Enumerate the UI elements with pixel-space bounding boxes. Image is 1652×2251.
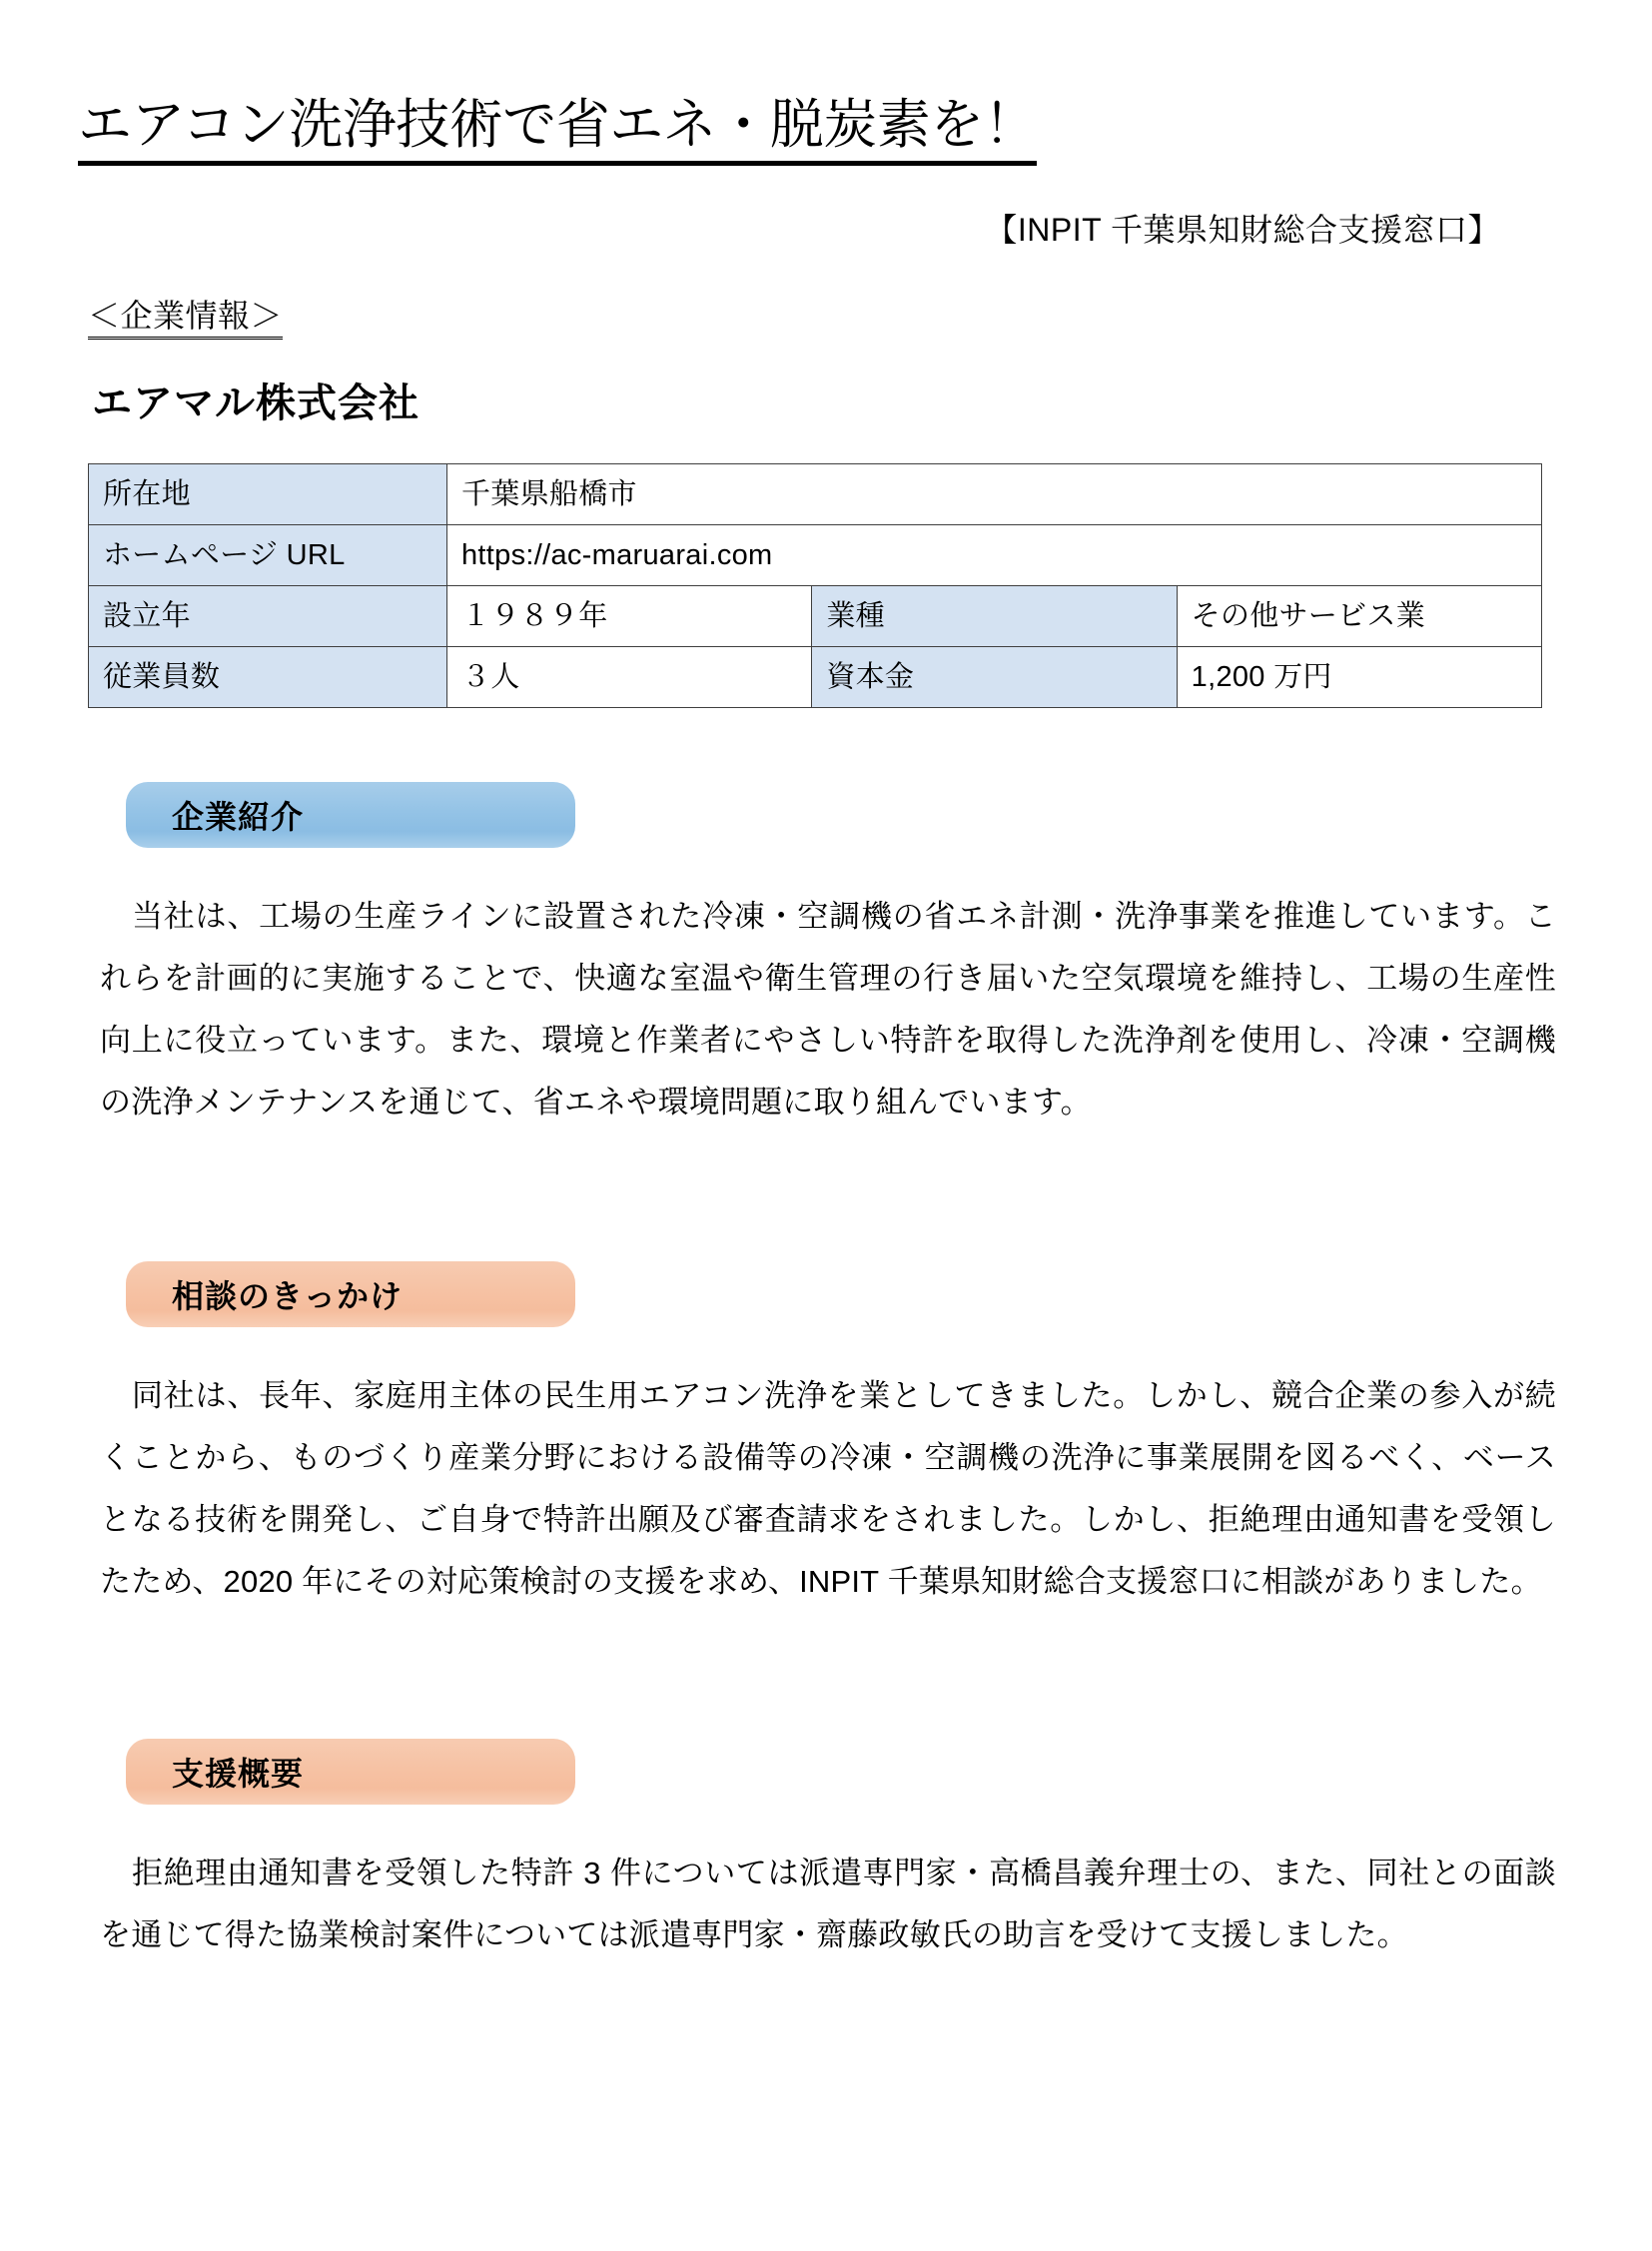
row-label-industry: 業種 — [812, 585, 1177, 646]
row-value-founded: １９８９年 — [447, 585, 812, 646]
company-name: エアマル株式会社 — [92, 380, 419, 425]
row-label-founded: 設立年 — [89, 585, 447, 646]
row-value-industry: その他サービス業 — [1177, 585, 1541, 646]
section-heading-label: 支援概要 — [172, 1755, 305, 1792]
row-label-url: ホームページ URL — [89, 524, 447, 585]
company-info-label-wrap — [78, 298, 1574, 340]
section-heading-label: 企業紹介 — [172, 798, 305, 835]
section-body-company-intro: 当社は、工場の生産ラインに設置された冷凍・空調機の省エネ計測・洗浄事業を推進しています。これらを計画的に実施することで、快適な室温や衛生管理の行き届いた空気環境を維持し、工場の生産性向上に役立っています。また、環境と作業者にやさしい特許を取得した洗浄剤を使用し、冷凍・空調機の洗浄メンテナンスを通じて、省エネや環境問題に取り組んでいます。 — [100, 898, 1556, 1120]
table-row — [89, 524, 1542, 585]
row-value-location: 千葉県船橋市 — [447, 463, 1542, 524]
page-title-text: エアコン洗浄技術で省エネ・脱炭素を！ — [78, 98, 1037, 166]
row-value-url: https://ac-maruarai.com — [447, 524, 1542, 585]
attribution-line: 【INPIT 千葉県知財総合支援窓口】 — [985, 212, 1500, 249]
section-heading-pill-company-intro — [126, 782, 575, 848]
section-heading-pill-consultation-trigger — [126, 1261, 575, 1327]
row-label-capital: 資本金 — [812, 646, 1177, 707]
table-row — [89, 646, 1542, 707]
page-title — [78, 36, 1574, 166]
section-body-support-overview: 拒絶理由通知書を受領した特許 3 件については派遣専門家・高橋昌義弁理士の、また、同社との面談を通じて得た協業検討案件については派遣専門家・齋藤政敏氏の助言を受けて支援しました。 — [100, 1855, 1556, 1952]
row-value-employees: ３人 — [447, 646, 812, 707]
row-value-capital: 1,200 万円 — [1177, 646, 1541, 707]
table-row — [89, 585, 1542, 646]
section-support-overview — [78, 1739, 1574, 1966]
section-heading-label: 相談のきっかけ — [172, 1277, 404, 1314]
section-body-consultation-trigger: 同社は、長年、家庭用主体の民生用エアコン洗浄を業としてきました。しかし、競合企業の参入が続くことから、ものづくり産業分野における設備等の冷凍・空調機の洗浄に事業展開を図るべく、ベースとなる技術を開発し、ご自身で特許出願及び審査請求をされました。しかし、拒絶理由通知書を受領したため、2020 年にその対応策検討の支援を求め、INPIT 千葉県知財総合支援窓口に相談がありました。 — [100, 1377, 1556, 1599]
table-row — [89, 463, 1542, 524]
row-label-employees: 従業員数 — [89, 646, 447, 707]
section-heading-pill-support-overview — [126, 1739, 575, 1805]
section-company-intro — [78, 782, 1574, 1133]
company-info-table — [88, 463, 1542, 708]
section-consultation-trigger — [78, 1261, 1574, 1613]
row-label-location: 所在地 — [89, 463, 447, 524]
company-info-label: ＜企業情報＞ — [88, 298, 283, 340]
